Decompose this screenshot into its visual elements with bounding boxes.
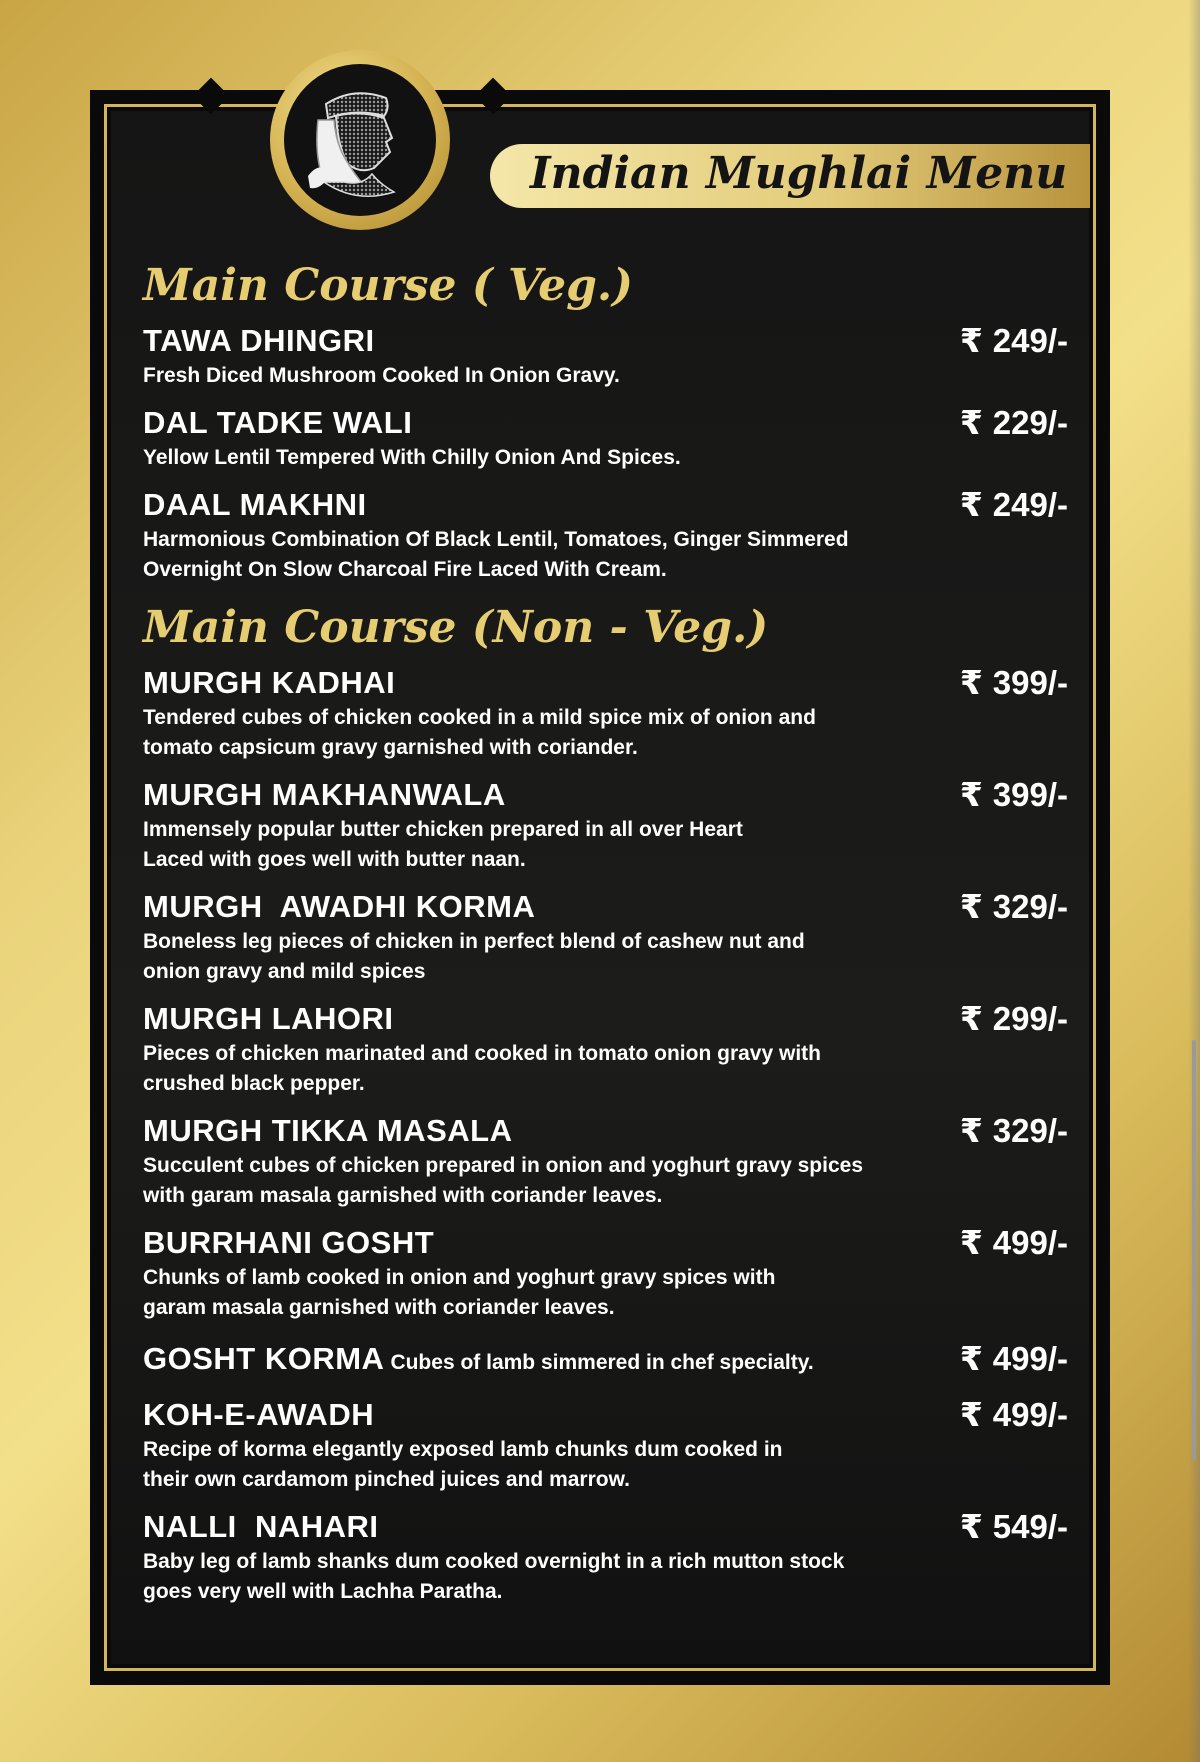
price-value: 499/- [992, 1396, 1068, 1433]
price-value: 399/- [992, 776, 1068, 813]
item-price [960, 887, 1068, 927]
menu-item [143, 1111, 1068, 1211]
logo-badge [270, 50, 450, 230]
price-value: 249/- [992, 322, 1068, 359]
item-name: KOH-E-AWADH [143, 1397, 375, 1432]
scrollbar[interactable] [1192, 1040, 1196, 1460]
item-name: MURGH KADHAI [143, 665, 396, 700]
rupee-icon: ₹ [959, 1111, 983, 1150]
item-price [960, 1339, 1068, 1379]
rupee-icon: ₹ [959, 1339, 983, 1378]
menu-item [143, 1223, 1068, 1323]
item-name: MURGH AWADHI KORMA [143, 889, 536, 924]
item-description: Recipe of korma elegantly exposed lamb chunks dum cooked in their own cardamom pinched juices and marrow. [143, 1438, 783, 1491]
section-title-veg: Main Course ( Veg.) [143, 260, 633, 311]
item-price [960, 321, 1068, 361]
price-value: 299/- [992, 1000, 1068, 1037]
item-price [960, 403, 1068, 443]
menu-item [143, 1507, 1068, 1607]
item-price [960, 1395, 1068, 1435]
item-price [960, 1111, 1068, 1151]
price-value: 249/- [992, 486, 1068, 523]
menu-item [143, 999, 1068, 1099]
menu-item [143, 887, 1068, 987]
item-price [960, 1223, 1068, 1263]
rupee-icon: ₹ [959, 403, 983, 442]
item-description: Boneless leg pieces of chicken in perfect blend of cashew nut and onion gravy and mild spices [143, 930, 805, 983]
rupee-icon: ₹ [959, 775, 983, 814]
price-value: 329/- [992, 1112, 1068, 1149]
menu-title: Indian Mughlai Menu [530, 148, 1068, 199]
logo-disc [284, 64, 436, 216]
title-banner [490, 144, 1090, 208]
item-name: MURGH LAHORI [143, 1001, 394, 1036]
item-price [960, 1507, 1068, 1547]
menu-item [143, 663, 1068, 763]
menu-item [143, 1339, 1068, 1383]
page-edge [1188, 0, 1200, 1762]
menu-item [143, 775, 1068, 875]
item-description: Pieces of chicken marinated and cooked in tomato onion gravy with crushed black pepper. [143, 1042, 821, 1095]
item-description: Cubes of lamb simmered in chef specialty. [390, 1351, 814, 1374]
item-description: Harmonious Combination Of Black Lentil, Tomatoes, Ginger Simmered Overnight On Slow Charcoal Fire Laced With Cream. [143, 528, 849, 581]
item-name: DAAL MAKHNI [143, 487, 367, 522]
item-description: Immensely popular butter chicken prepared in all over Heart Laced with goes well with butter naan. [143, 818, 743, 871]
item-description: Tendered cubes of chicken cooked in a mild spice mix of onion and tomato capsicum gravy garnished with coriander. [143, 706, 816, 759]
price-value: 229/- [992, 404, 1068, 441]
menu-content [143, 255, 1068, 1619]
item-name: TAWA DHINGRI [143, 323, 375, 358]
price-value: 499/- [992, 1340, 1068, 1377]
item-price [960, 999, 1068, 1039]
rupee-icon: ₹ [959, 1395, 983, 1434]
item-description: Fresh Diced Mushroom Cooked In Onion Gravy. [143, 364, 620, 387]
item-name: NALLI NAHARI [143, 1509, 379, 1544]
item-description: Chunks of lamb cooked in onion and yoghurt gravy spices with garam masala garnished with coriander leaves. [143, 1266, 776, 1319]
rupee-icon: ₹ [959, 999, 983, 1038]
menu-item [143, 1395, 1068, 1495]
item-name: DAL TADKE WALI [143, 405, 413, 440]
item-name: MURGH MAKHANWALA [143, 777, 506, 812]
price-value: 549/- [992, 1508, 1068, 1545]
rupee-icon: ₹ [959, 485, 983, 524]
price-value: 499/- [992, 1224, 1068, 1261]
menu-item [143, 403, 1068, 473]
item-description: Baby leg of lamb shanks dum cooked overnight in a rich mutton stock goes very well with Lachha Paratha. [143, 1550, 845, 1603]
rupee-icon: ₹ [959, 887, 983, 926]
item-description: Succulent cubes of chicken prepared in onion and yoghurt gravy spices with garam masala garnished with coriander leaves. [143, 1154, 863, 1207]
item-description: Yellow Lentil Tempered With Chilly Onion And Spices. [143, 446, 681, 469]
rupee-icon: ₹ [959, 1223, 983, 1262]
section-title-non-veg: Main Course (Non - Veg.) [143, 602, 769, 653]
item-name: BURRHANI GOSHT [143, 1225, 435, 1260]
rupee-icon: ₹ [959, 321, 983, 360]
item-name: MURGH TIKKA MASALA [143, 1113, 513, 1148]
price-value: 329/- [992, 888, 1068, 925]
item-price [960, 663, 1068, 703]
menu-item [143, 485, 1068, 585]
item-price [960, 775, 1068, 815]
item-price [960, 485, 1068, 525]
menu-item [143, 321, 1068, 391]
turbaned-man-profile-icon [284, 64, 436, 216]
rupee-icon: ₹ [959, 663, 983, 702]
item-name [143, 1339, 1068, 1383]
item-name-text: GOSHT KORMA [143, 1341, 385, 1376]
price-value: 399/- [992, 664, 1068, 701]
rupee-icon: ₹ [959, 1507, 983, 1546]
